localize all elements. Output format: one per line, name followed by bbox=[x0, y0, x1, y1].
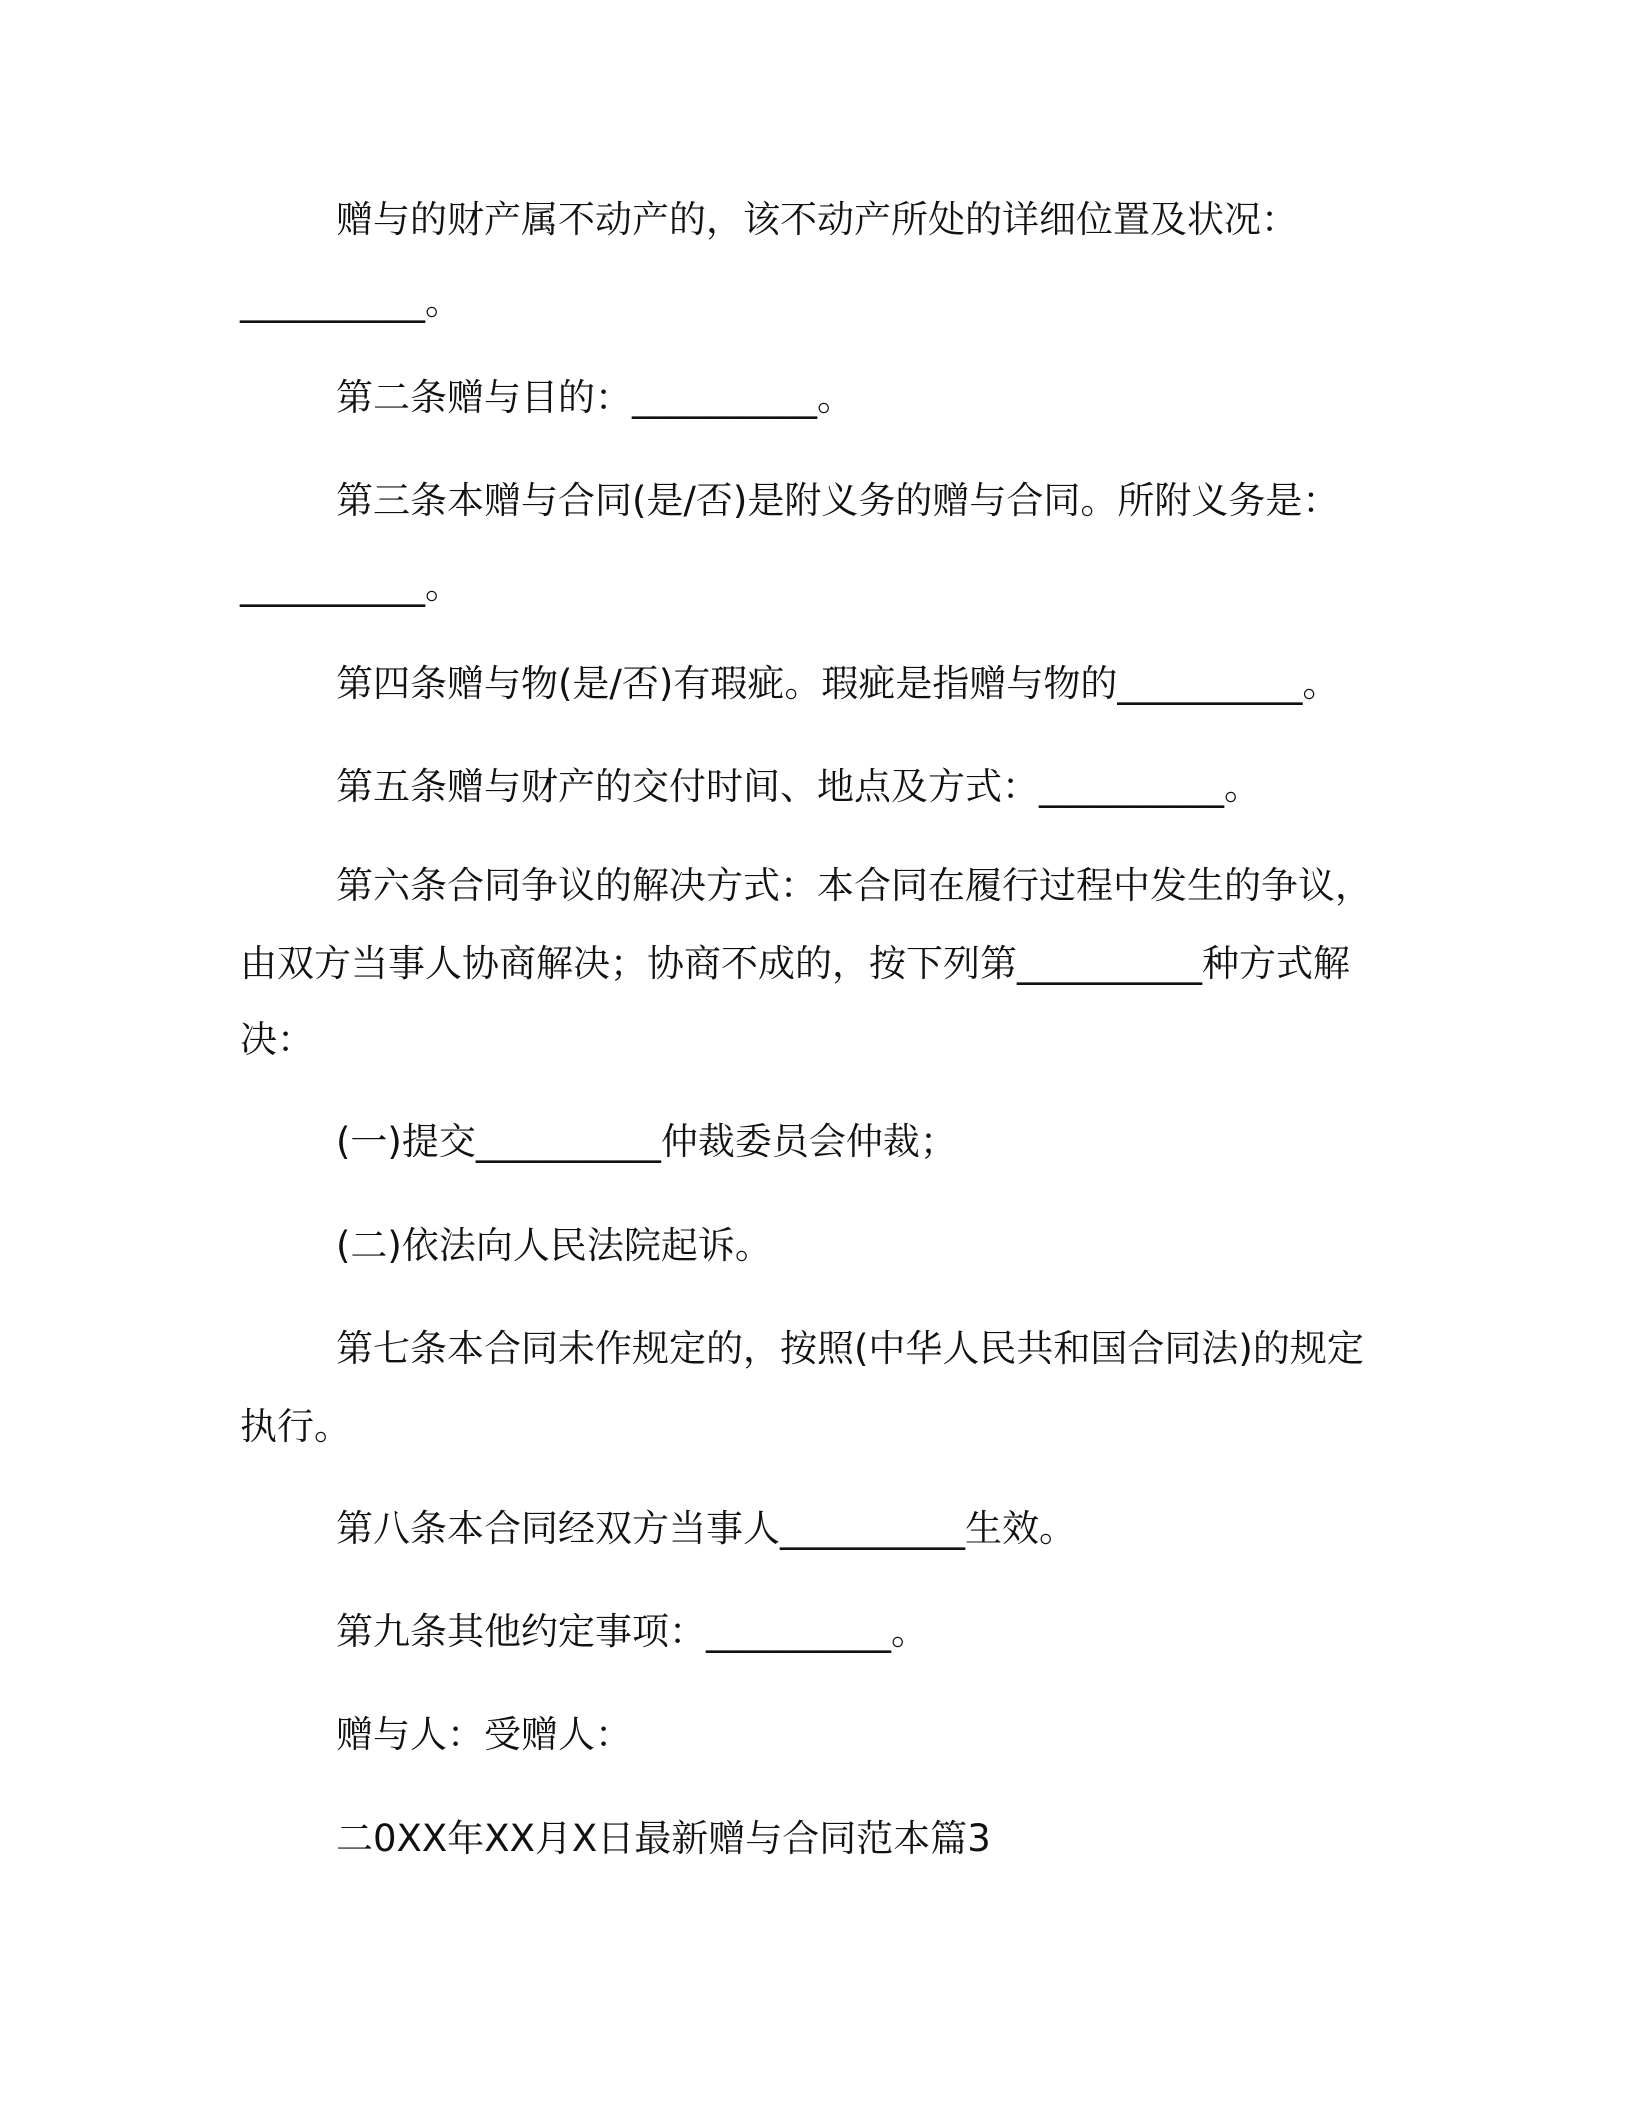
text-line: 二0XX年XX月X日最新赠与合同范本篇3 bbox=[336, 1817, 991, 1860]
text-line: 第九条其他约定事项：__________。 bbox=[336, 1610, 928, 1653]
text-line: 第八条本合同经双方当事人__________生效。 bbox=[336, 1507, 1076, 1550]
text-line: (一)提交__________仲裁委员会仲裁； bbox=[336, 1120, 957, 1163]
text-line: 决： bbox=[240, 1018, 314, 1061]
text-line: 由双方当事人协商解决；协商不成的，按下列第__________种方式解 bbox=[240, 942, 1350, 985]
text-line: 第二条赠与目的：__________。 bbox=[336, 376, 854, 419]
text-line: 赠与人：受赠人： bbox=[336, 1713, 632, 1756]
text-line: 第六条合同争议的解决方式：本合同在履行过程中发生的争议， bbox=[336, 864, 1372, 907]
text-line: 赠与的财产属不动产的，该不动产所处的详细位置及状况： bbox=[336, 198, 1298, 241]
text-line: 第七条本合同未作规定的，按照(中华人民共和国合同法)的规定 bbox=[336, 1327, 1364, 1370]
text-line: __________。 bbox=[240, 280, 462, 323]
text-line: (二)依法向人民法院起诉。 bbox=[336, 1224, 772, 1267]
text-line: 第三条本赠与合同(是/否)是附义务的赠与合同。所附义务是： bbox=[336, 479, 1340, 522]
text-line: __________。 bbox=[240, 564, 462, 607]
text-line: 第五条赠与财产的交付时间、地点及方式：__________。 bbox=[336, 765, 1261, 808]
text-line: 执行。 bbox=[240, 1405, 351, 1448]
text-line: 第四条赠与物(是/否)有瑕疵。瑕疵是指赠与物的__________。 bbox=[336, 662, 1340, 705]
